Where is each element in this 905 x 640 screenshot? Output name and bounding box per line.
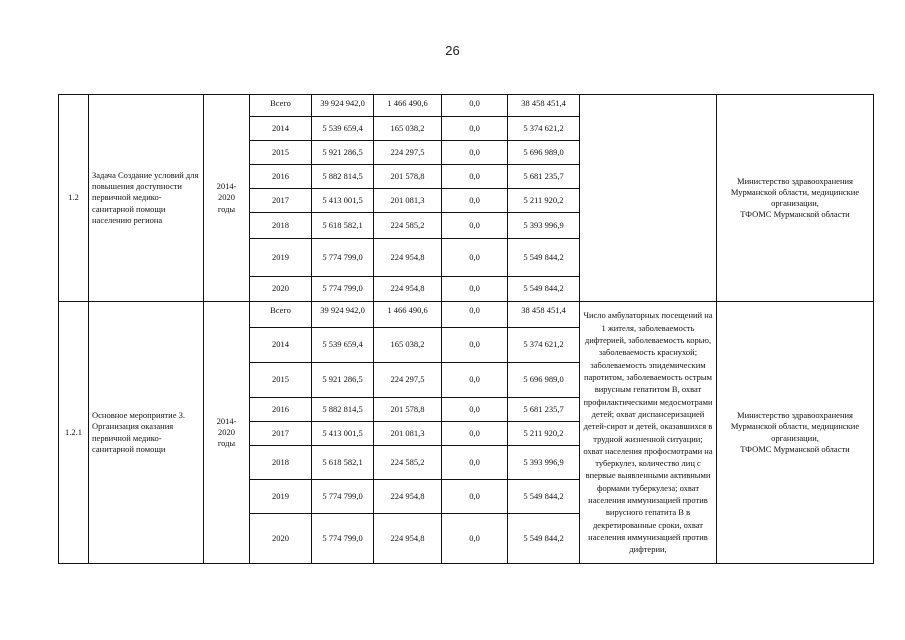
other-cell: 5 681 235,7 bbox=[508, 398, 580, 422]
total-cell: 39 924 942,0 bbox=[312, 302, 374, 328]
total-cell: 5 539 659,4 bbox=[312, 328, 374, 363]
task-description: Задача Создание условий для повышения доступности первичной медико-санитарной помощи населению региона bbox=[89, 95, 204, 302]
year-cell: 2019 bbox=[250, 239, 312, 277]
total-cell: 5 618 582,1 bbox=[312, 446, 374, 480]
total-cell: 5 774 799,0 bbox=[312, 514, 374, 564]
year-cell: 2018 bbox=[250, 446, 312, 480]
year-cell: 2017 bbox=[250, 189, 312, 213]
year-cell: 2015 bbox=[250, 363, 312, 398]
federal-cell: 224 954,8 bbox=[374, 239, 442, 277]
other-cell: 38 458 451,4 bbox=[508, 95, 580, 117]
other-cell: 5 211 920,2 bbox=[508, 422, 580, 446]
year-cell: 2016 bbox=[250, 165, 312, 189]
total-cell: 5 774 799,0 bbox=[312, 239, 374, 277]
other-cell: 5 696 989,0 bbox=[508, 141, 580, 165]
federal-cell: 224 585,2 bbox=[374, 446, 442, 480]
page-number: 26 bbox=[445, 43, 460, 58]
other-cell: 5 549 844,2 bbox=[508, 277, 580, 302]
local-cell: 0,0 bbox=[442, 328, 508, 363]
total-cell: 5 618 582,1 bbox=[312, 213, 374, 239]
other-cell: 5 393 996,9 bbox=[508, 213, 580, 239]
section-number: 1.2 bbox=[59, 95, 89, 302]
total-cell: 5 774 799,0 bbox=[312, 277, 374, 302]
table-row bbox=[59, 95, 874, 117]
year-cell: 2015 bbox=[250, 141, 312, 165]
year-cell: 2014 bbox=[250, 117, 312, 141]
total-cell: 5 774 799,0 bbox=[312, 480, 374, 514]
year-cell: 2019 bbox=[250, 480, 312, 514]
total-cell: 5 882 814,5 bbox=[312, 165, 374, 189]
executors-cell: Министерство здравоохранения Мурманской области, медицинские организации, ТФОМС Мурманской области bbox=[717, 95, 874, 302]
federal-cell: 224 585,2 bbox=[374, 213, 442, 239]
other-cell: 5 211 920,2 bbox=[508, 189, 580, 213]
local-cell: 0,0 bbox=[442, 141, 508, 165]
local-cell: 0,0 bbox=[442, 189, 508, 213]
period-cell: 2014- 2020 годы bbox=[204, 95, 250, 302]
local-cell: 0,0 bbox=[442, 165, 508, 189]
federal-cell: 165 038,2 bbox=[374, 117, 442, 141]
executors-cell: Министерство здравоохранения Мурманской области, медицинские организации, ТФОМС Мурманской области bbox=[717, 302, 874, 564]
section-number: 1.2.1 bbox=[59, 302, 89, 564]
local-cell: 0,0 bbox=[442, 446, 508, 480]
other-cell: 5 549 844,2 bbox=[508, 514, 580, 564]
year-cell: 2018 bbox=[250, 213, 312, 239]
other-cell: 5 393 996,9 bbox=[508, 446, 580, 480]
federal-cell: 1 466 490,6 bbox=[374, 95, 442, 117]
local-cell: 0,0 bbox=[442, 95, 508, 117]
total-cell: 5 882 814,5 bbox=[312, 398, 374, 422]
local-cell: 0,0 bbox=[442, 480, 508, 514]
program-table bbox=[58, 94, 874, 564]
other-cell: 5 549 844,2 bbox=[508, 239, 580, 277]
federal-cell: 1 466 490,6 bbox=[374, 302, 442, 328]
total-cell: 5 539 659,4 bbox=[312, 117, 374, 141]
total-cell: 5 921 286,5 bbox=[312, 141, 374, 165]
other-cell: 5 549 844,2 bbox=[508, 480, 580, 514]
year-cell: 2016 bbox=[250, 398, 312, 422]
year-cell: Всего bbox=[250, 302, 312, 328]
local-cell: 0,0 bbox=[442, 302, 508, 328]
local-cell: 0,0 bbox=[442, 514, 508, 564]
federal-cell: 201 578,8 bbox=[374, 398, 442, 422]
indicators-cell bbox=[580, 95, 717, 302]
total-cell: 5 413 001,5 bbox=[312, 422, 374, 446]
other-cell: 5 696 989,0 bbox=[508, 363, 580, 398]
local-cell: 0,0 bbox=[442, 213, 508, 239]
year-cell: 2020 bbox=[250, 277, 312, 302]
year-cell: Всего bbox=[250, 95, 312, 117]
local-cell: 0,0 bbox=[442, 277, 508, 302]
federal-cell: 224 954,8 bbox=[374, 514, 442, 564]
local-cell: 0,0 bbox=[442, 117, 508, 141]
indicators-cell: Число амбулаторных посещений на 1 жителя, заболеваемость дифтерией, заболеваемость корью, заболеваемость краснухой; заболеваемость эпидемическим паротитом, заболеваемость острым вирусным гепатитом В, охват профилактическими медосмотрами детей; охват диспансеризацией детей-сирот и детей, оказавшихся в трудной жизненной ситуации; охват населения профосмотрами на туберкулез, количество лиц с впервые выявленными активными формами туберкулеза; охват населения иммунизацией против вирусного гепатита В в декретированные сроки, охват населения иммунизацией против дифтерии, bbox=[580, 302, 717, 564]
period-cell: 2014- 2020 годы bbox=[204, 302, 250, 564]
other-cell: 5 681 235,7 bbox=[508, 165, 580, 189]
local-cell: 0,0 bbox=[442, 239, 508, 277]
table-body bbox=[59, 95, 874, 564]
year-cell: 2017 bbox=[250, 422, 312, 446]
local-cell: 0,0 bbox=[442, 363, 508, 398]
task-description: Основное мероприятие 3. Организация оказания первичной медико-санитарной помощи bbox=[89, 302, 204, 564]
other-cell: 38 458 451,4 bbox=[508, 302, 580, 328]
federal-cell: 224 297,5 bbox=[374, 363, 442, 398]
local-cell: 0,0 bbox=[442, 398, 508, 422]
table-row bbox=[59, 302, 874, 328]
year-cell: 2014 bbox=[250, 328, 312, 363]
federal-cell: 224 954,8 bbox=[374, 277, 442, 302]
total-cell: 39 924 942,0 bbox=[312, 95, 374, 117]
federal-cell: 165 038,2 bbox=[374, 328, 442, 363]
federal-cell: 201 578,8 bbox=[374, 165, 442, 189]
other-cell: 5 374 621,2 bbox=[508, 117, 580, 141]
federal-cell: 201 081,3 bbox=[374, 422, 442, 446]
federal-cell: 224 297,5 bbox=[374, 141, 442, 165]
total-cell: 5 413 001,5 bbox=[312, 189, 374, 213]
year-cell: 2020 bbox=[250, 514, 312, 564]
federal-cell: 224 954,8 bbox=[374, 480, 442, 514]
federal-cell: 201 081,3 bbox=[374, 189, 442, 213]
other-cell: 5 374 621,2 bbox=[508, 328, 580, 363]
total-cell: 5 921 286,5 bbox=[312, 363, 374, 398]
local-cell: 0,0 bbox=[442, 422, 508, 446]
